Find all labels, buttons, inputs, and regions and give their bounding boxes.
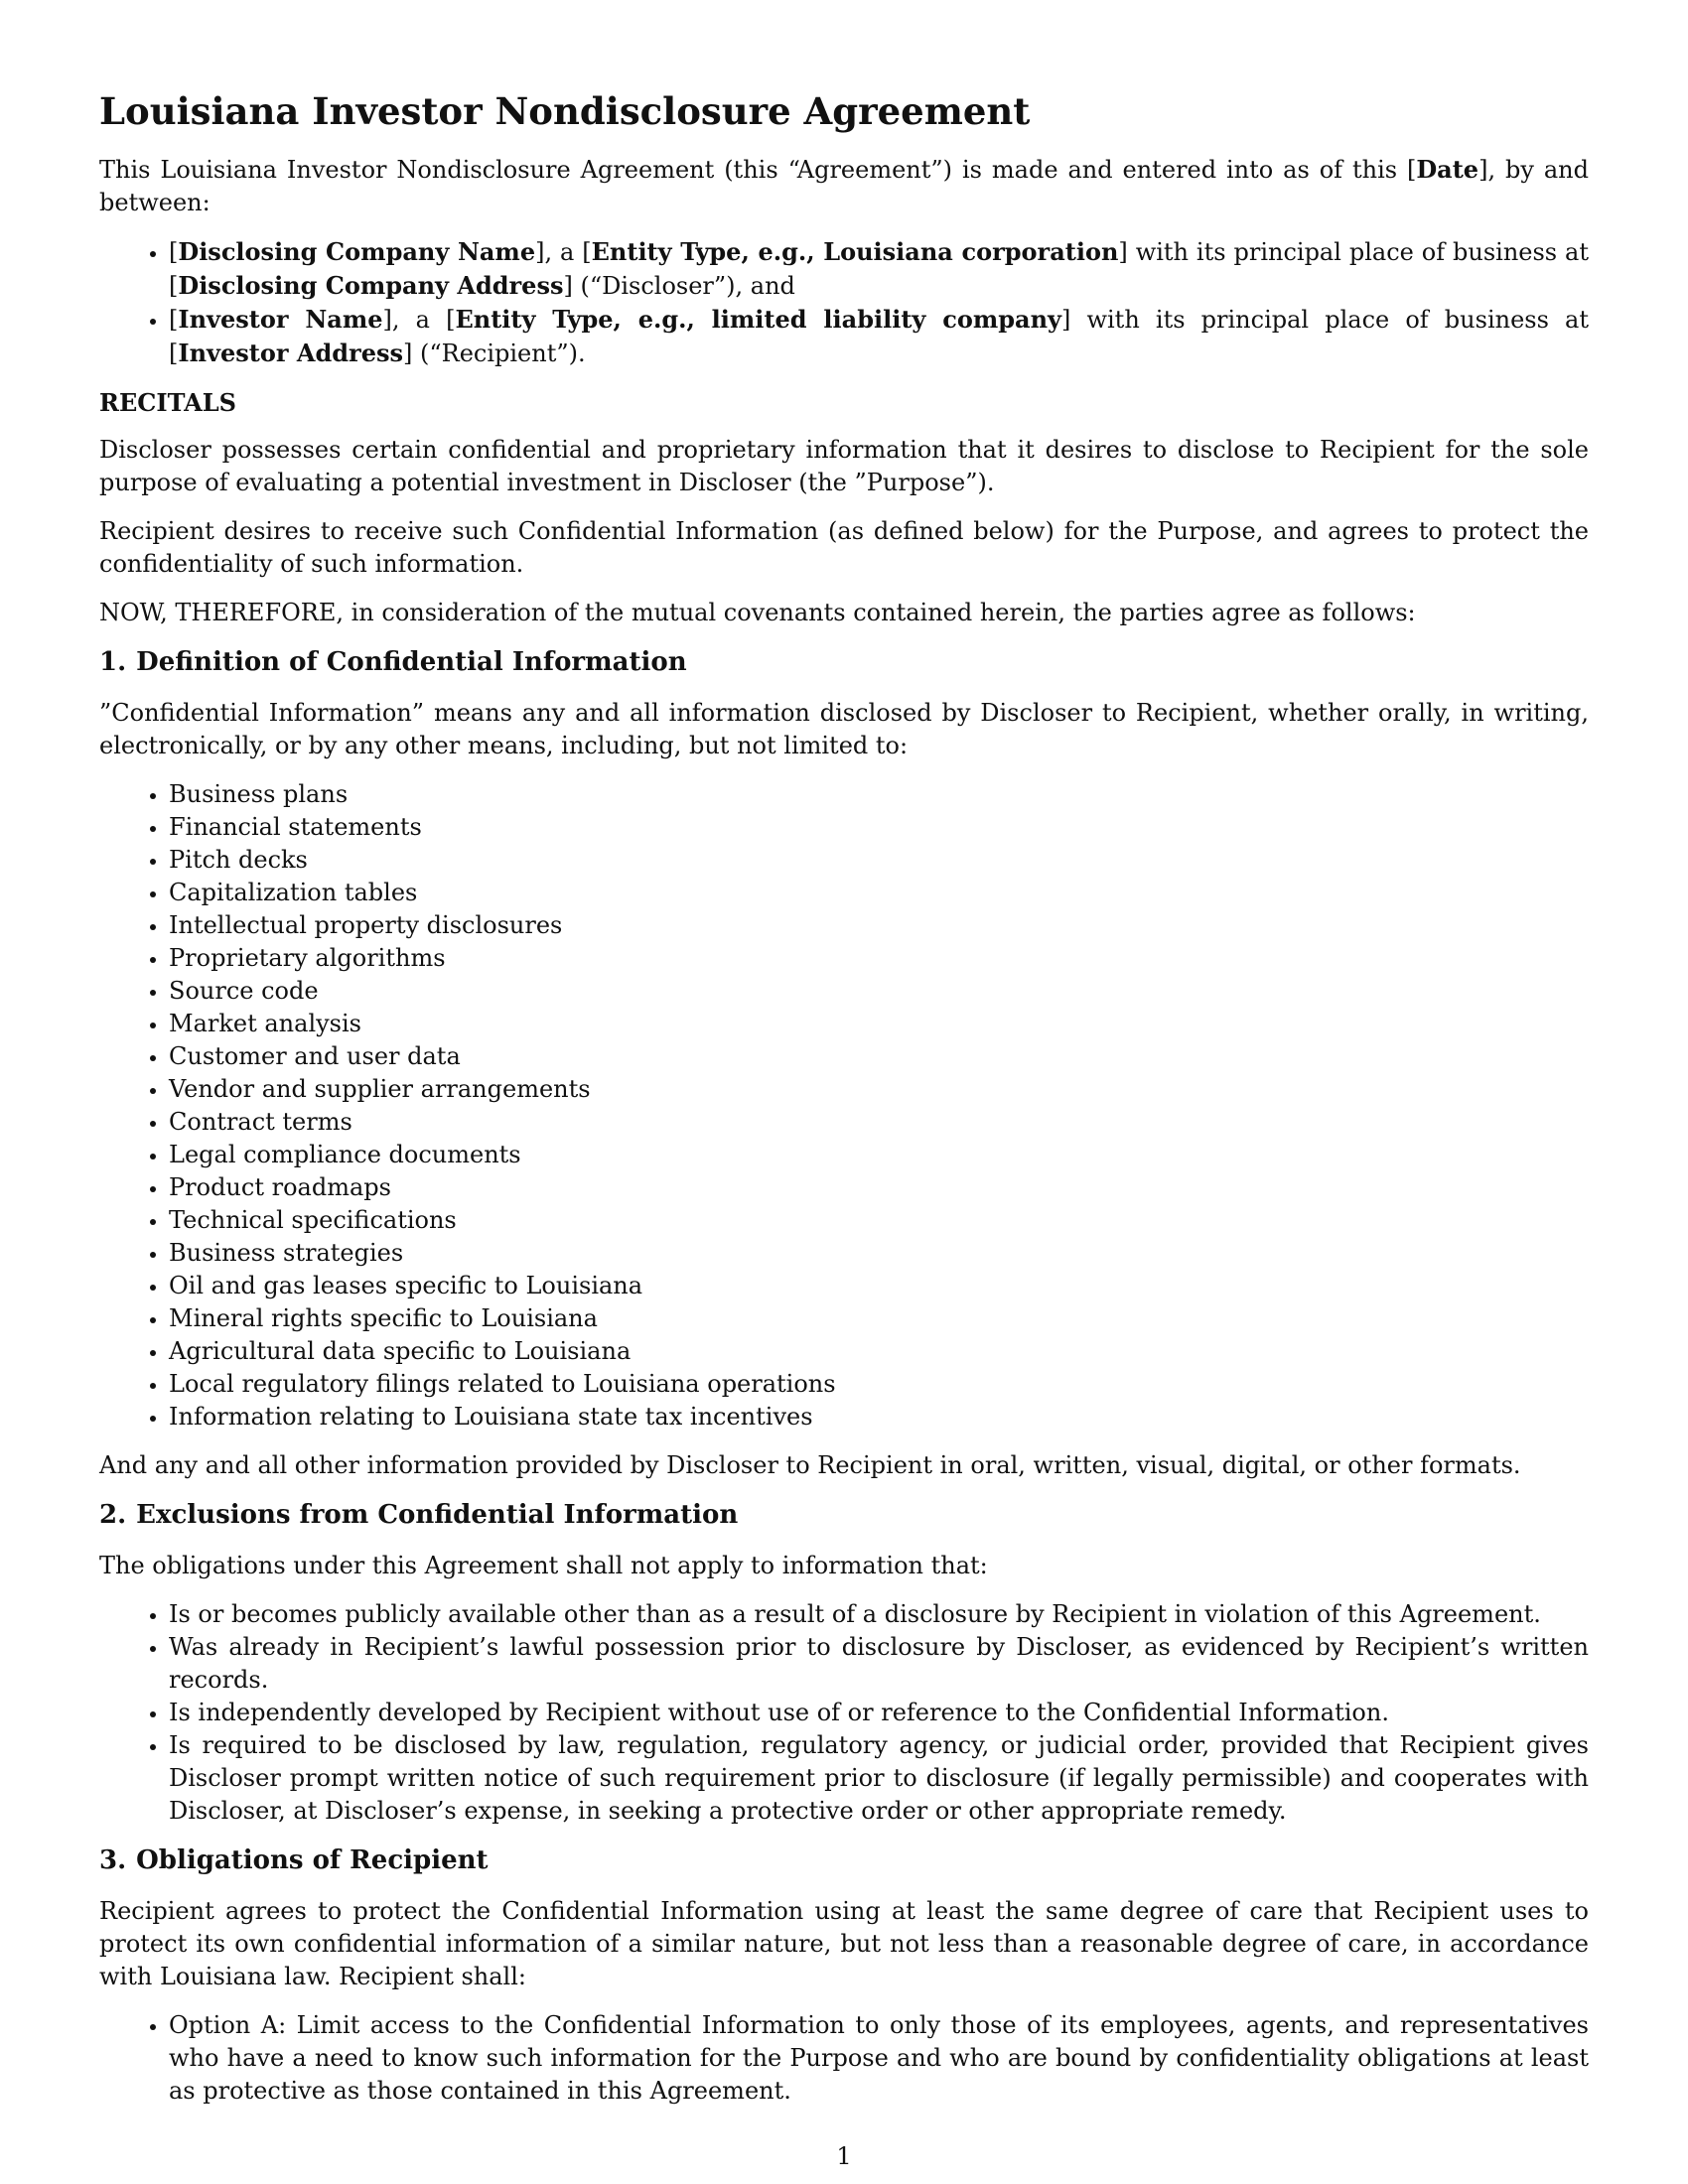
document-title: Louisiana Investor Nondisclosure Agreement: [99, 89, 1031, 133]
intro-date-placeholder: Date: [1416, 155, 1479, 184]
recitals-heading: RECITALS: [99, 388, 236, 417]
recitals-paragraph-2: Recipient desires to receive such Confidential Information (as defined below) for the Purpose, and agrees to protect the confidentiality of such information.: [99, 517, 1589, 578]
list-item: • Source code: [169, 975, 1589, 1008]
recitals-paragraph-3: NOW, THEREFORE, in consideration of the mutual covenants contained herein, the parties agree as follows:: [99, 599, 1416, 626]
list-item: • Pitch decks: [169, 844, 1589, 877]
list-item: • Financial statements: [169, 811, 1589, 844]
section-1-heading: 1. Definition of Confidential Information: [99, 647, 687, 677]
section-3-intro: Recipient agrees to protect the Confidential Information using at least the same degree of care that Recipient uses to protect its own confidential information of a similar nature, but not less than a reasonable degree of care, in accordance with Louisiana law. Recipient shall:: [99, 1897, 1589, 1990]
confidential-info-list: [99, 778, 1589, 1433]
section-3-heading: 3. Obligations of Recipient: [99, 1845, 489, 1875]
list-item: • Legal compliance documents: [169, 1139, 1589, 1171]
party-text: [: [169, 238, 179, 266]
list-item: • Product roadmaps: [169, 1171, 1589, 1204]
list-item: • Is independently developed by Recipient without use of or reference to the Confidential Information.: [169, 1697, 1589, 1729]
list-item: • Contract terms: [169, 1106, 1589, 1139]
list-item: • Is or becomes publicly available other than as a result of a disclosure by Recipient in violation of this Agreement.: [169, 1598, 1589, 1631]
section-1-intro: ”Confidential Information” means any and all information disclosed by Discloser to Recipient, whether orally, in writing, electronically, or by any other means, including, but not limited to:: [99, 699, 1589, 759]
list-item: • Business strategies: [169, 1237, 1589, 1270]
list-item: • Local regulatory filings related to Louisiana operations: [169, 1368, 1589, 1401]
party-text: [: [169, 306, 179, 334]
party-text: ] with its principal place of business at [: [169, 306, 1589, 367]
party-placeholder: Investor Name: [178, 305, 383, 334]
party-text: ] (“Recipient”).: [403, 340, 586, 367]
page-number: 1: [836, 2142, 852, 2170]
list-item: • Capitalization tables: [169, 877, 1589, 909]
list-item: • Market analysis: [169, 1008, 1589, 1040]
list-item: • Is required to be disclosed by law, regulation, regulatory agency, or judicial order, provided that Recipient gives Discloser prompt written notice of such requirement prior to disclosure (if legally permissible) and cooperates with Discloser, at Discloser’s expense, in seeking a protective order or other appropriate remedy.: [169, 1729, 1589, 1828]
section-2-heading: 2. Exclusions from Confidential Information: [99, 1500, 739, 1530]
list-item: • Oil and gas leases specific to Louisiana: [169, 1270, 1589, 1302]
list-item: • Option A: Limit access to the Confidential Information to only those of its employees, agents, and representatives who have a need to know such information for the Purpose and who are bound by confidentiality obligations at least as protective as those contained in this Agreement.: [169, 2009, 1589, 2108]
list-item: • Proprietary algorithms: [169, 942, 1589, 975]
party-text: ] (“Discloser”), and: [563, 272, 795, 300]
party-discloser: [169, 235, 1589, 303]
intro-paragraph: [99, 153, 1589, 219]
party-placeholder: Entity Type, e.g., Louisiana corporation: [591, 237, 1119, 266]
intro-text-after: ], by and between:: [99, 156, 1589, 216]
list-item: • Vendor and supplier arrangements: [169, 1073, 1589, 1106]
list-item: • Customer and user data: [169, 1040, 1589, 1073]
list-item: • Agricultural data specific to Louisiana: [169, 1335, 1589, 1368]
list-item: • Business plans: [169, 778, 1589, 811]
party-placeholder: Disclosing Company Address: [178, 271, 564, 300]
exclusions-list: [99, 1598, 1589, 1828]
list-item: • Information relating to Louisiana state tax incentives: [169, 1401, 1589, 1433]
list-item: • Was already in Recipient’s lawful possession prior to disclosure by Discloser, as evidenced by Recipient’s written records.: [169, 1631, 1589, 1697]
party-placeholder: Entity Type, e.g., limited liability company: [455, 305, 1061, 334]
parties-list: [99, 235, 1589, 370]
list-item: • Mineral rights specific to Louisiana: [169, 1302, 1589, 1335]
obligations-list: [99, 2009, 1589, 2108]
party-text: ], a [: [535, 238, 592, 266]
intro-text-before: This Louisiana Investor Nondisclosure Agreement (this “Agreement”) is made and entered into as of this [: [99, 156, 1417, 184]
section-2-intro: The obligations under this Agreement shall not apply to information that:: [99, 1552, 988, 1579]
list-item: • Intellectual property disclosures: [169, 909, 1589, 942]
party-placeholder: Disclosing Company Name: [178, 237, 536, 266]
party-placeholder: Investor Address: [178, 339, 403, 367]
party-text: ], a [: [382, 306, 456, 334]
party-text: ] with its principal place of business at [: [169, 238, 1589, 300]
party-recipient: [169, 303, 1589, 370]
document-page: [99, 87, 1589, 2123]
recitals-paragraph-1: Discloser possesses certain confidential and proprietary information that it desires to disclose to Recipient for the sole purpose of evaluating a potential investment in Discloser (the ”Purpose”).: [99, 436, 1589, 496]
list-item: • Technical specifications: [169, 1204, 1589, 1237]
section-1-outro: And any and all other information provided by Discloser to Recipient in oral, written, visual, digital, or other formats.: [99, 1451, 1521, 1479]
